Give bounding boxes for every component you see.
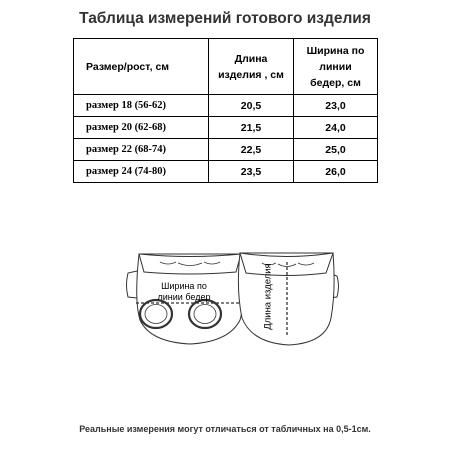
row-size: размер 24 (74-80) — [74, 161, 209, 183]
length-measurement-label: Длина изделия — [262, 263, 274, 330]
width-label-line2: линии бедер — [157, 292, 211, 302]
page-title: Таблица измерений готового изделия — [79, 10, 371, 27]
row-length: 23,5 — [209, 161, 294, 183]
header-width-line2: линии — [319, 60, 352, 73]
row-width: 25,0 — [294, 139, 378, 161]
row-size: размер 18 (56-62) — [74, 95, 209, 117]
table-row — [74, 117, 378, 139]
header-width-line1: Ширина по — [306, 44, 365, 57]
header-length-line1: Длина — [234, 52, 268, 65]
table-row — [74, 95, 378, 117]
row-length: 20,5 — [209, 95, 294, 117]
table-row — [74, 139, 378, 161]
row-size: размер 22 (68-74) — [74, 139, 209, 161]
row-width: 26,0 — [294, 161, 378, 183]
table-row — [74, 161, 378, 183]
header-length-line2: изделия , см — [218, 68, 284, 81]
footnote: Реальные измерения могут отличаться от табличных на 0,5-1см. — [79, 424, 371, 434]
back-view — [238, 253, 338, 345]
header-length — [209, 39, 294, 95]
row-width: 23,0 — [294, 95, 378, 117]
row-width: 24,0 — [294, 117, 378, 139]
header-width — [294, 39, 378, 95]
width-label-line1: Ширина по — [161, 281, 207, 291]
row-length: 21,5 — [209, 117, 294, 139]
header-size: Размер/рост, см — [74, 39, 209, 95]
row-size: размер 20 (62-68) — [74, 117, 209, 139]
width-measurement-label — [139, 281, 229, 303]
table-header-row — [74, 39, 378, 95]
size-table — [73, 38, 378, 183]
row-length: 22,5 — [209, 139, 294, 161]
header-width-line3: бедер, см — [310, 76, 361, 89]
